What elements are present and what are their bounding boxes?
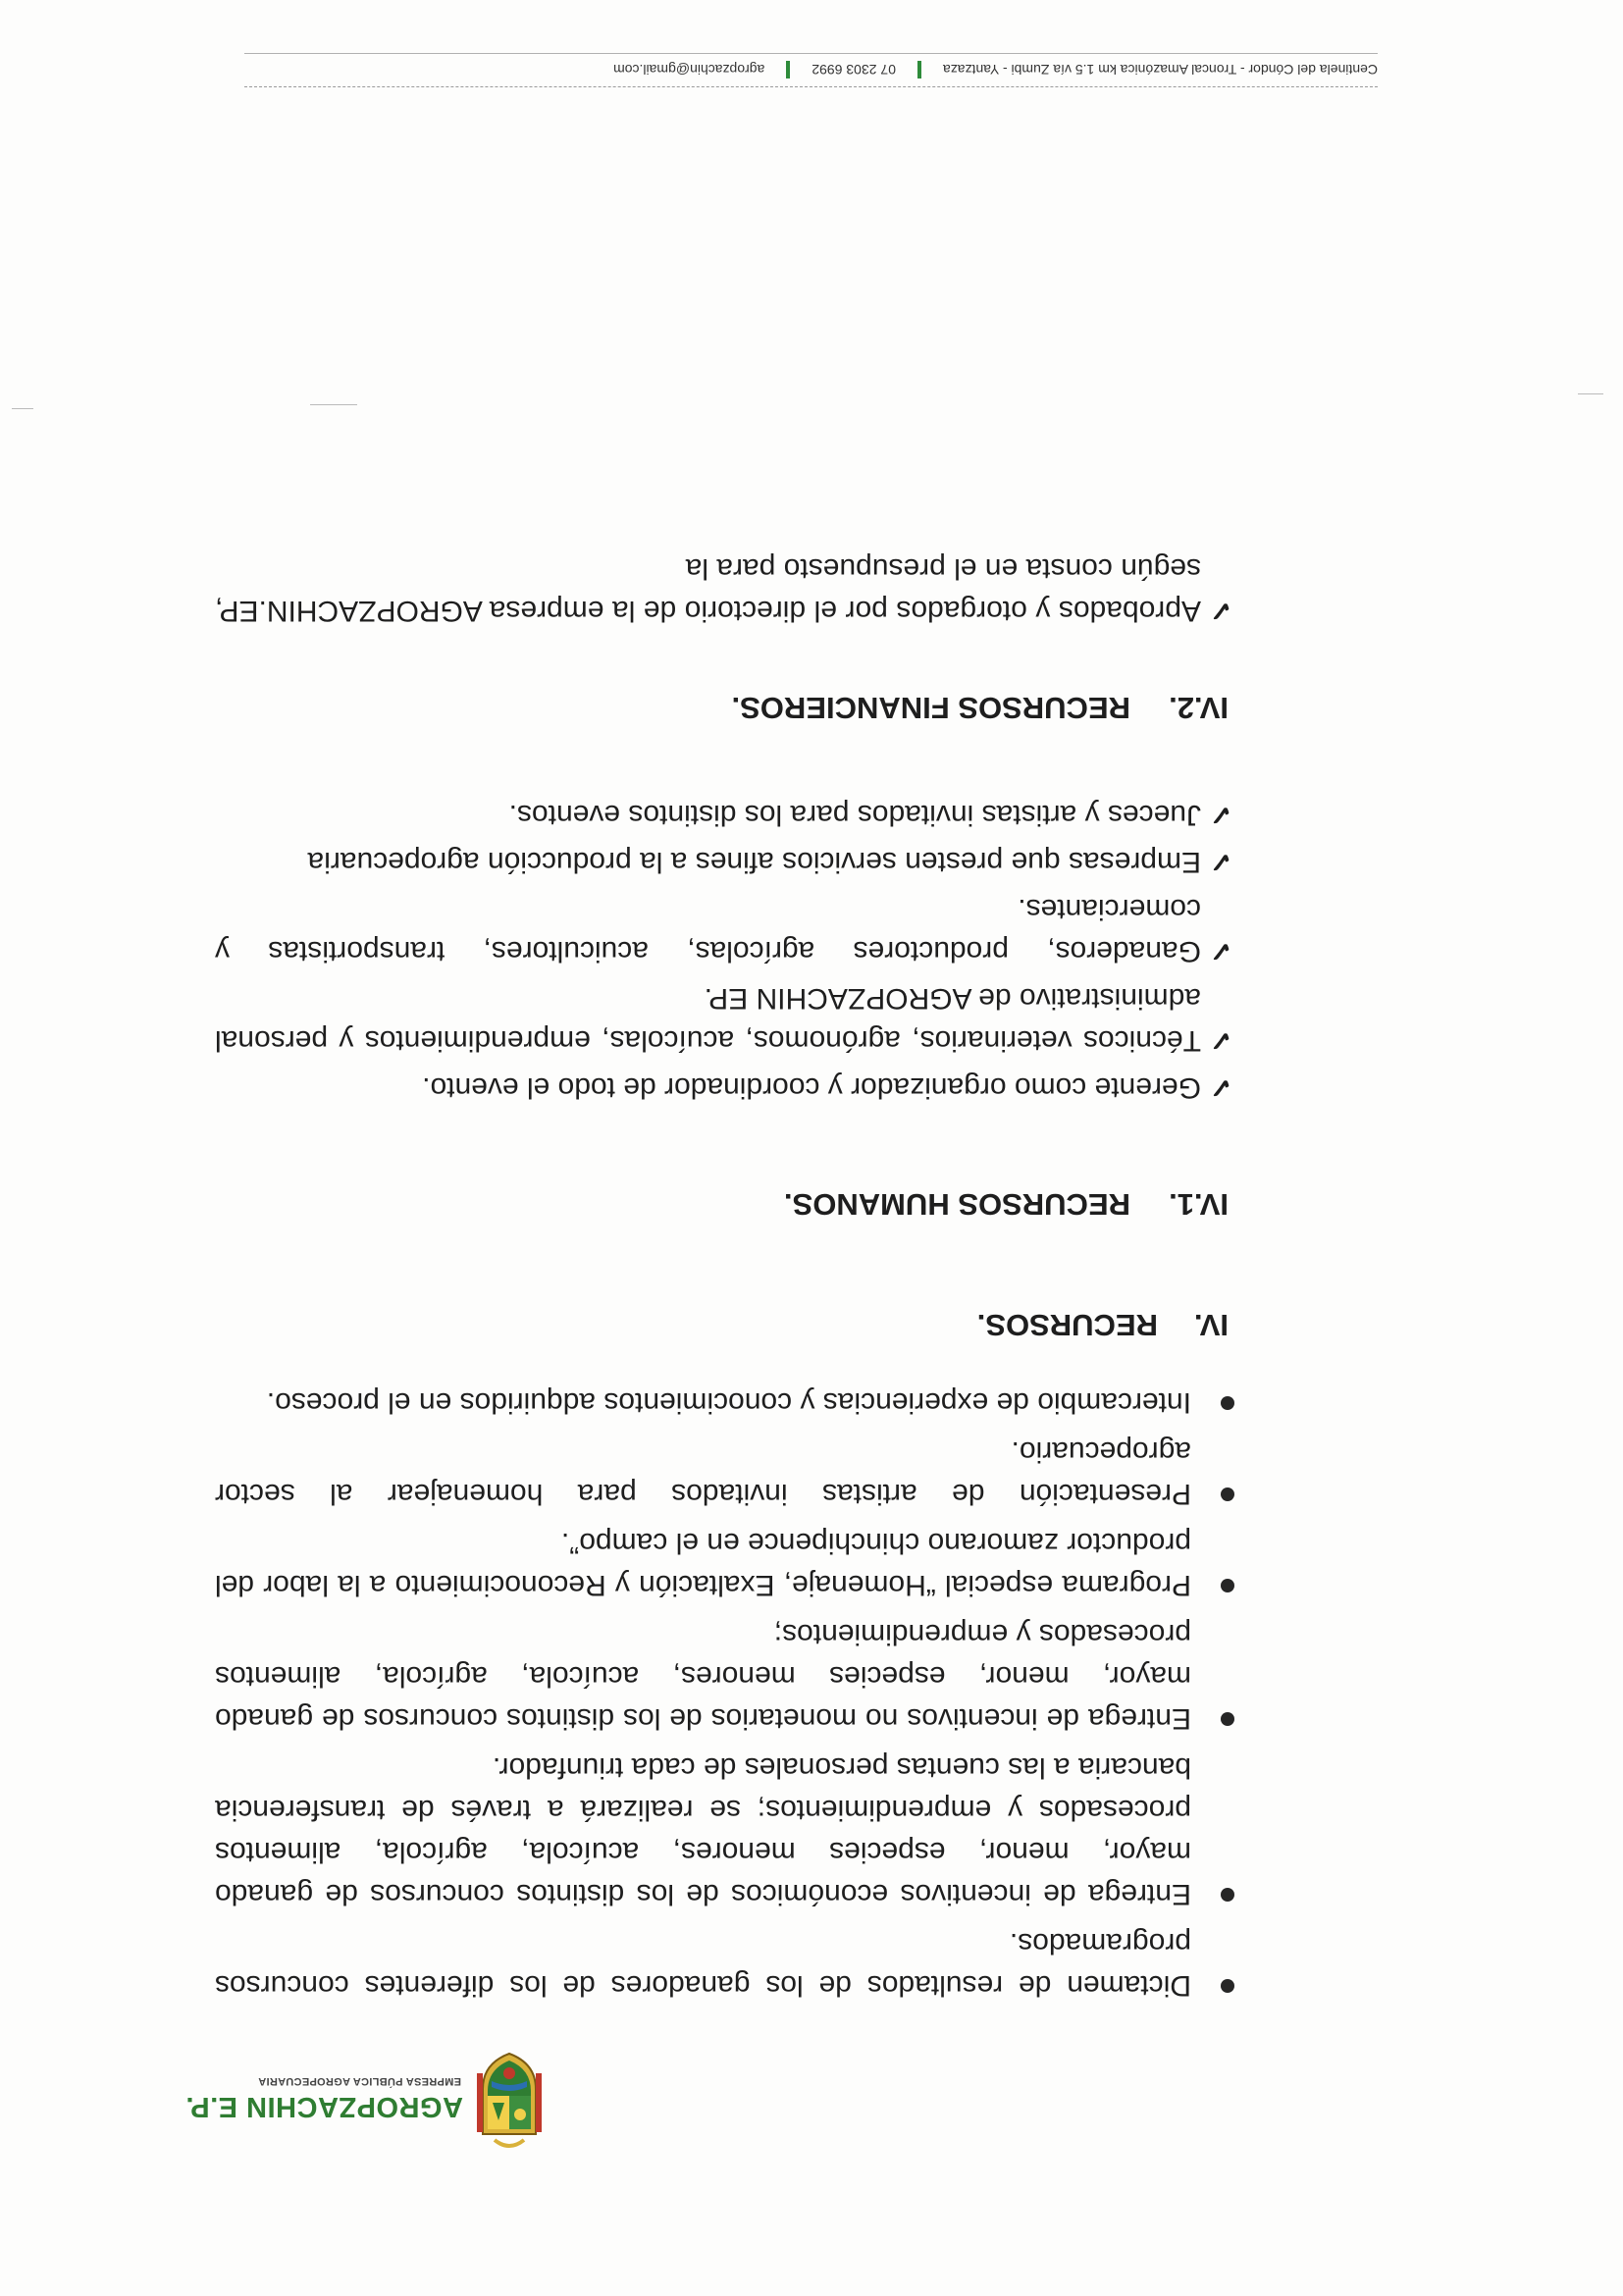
document-body <box>215 543 1240 2007</box>
brand-tagline: EMPRESA PÚBLICA AGROPECUARIA <box>257 2075 461 2087</box>
footer-address: Centinela del Cóndor - Troncal Amazónica km 1.5 vía Zumbi - Yantzaza <box>942 62 1378 78</box>
shield-emblem-icon <box>475 2050 544 2152</box>
footer-phone: 07 2303 6992 <box>812 62 896 78</box>
list-item <box>215 888 1240 972</box>
list-item-text: Jueces y artistas invitados para los distintos eventos. <box>508 799 1201 831</box>
list-item <box>215 1382 1240 1424</box>
checkmark-icon: ✓ <box>1209 847 1232 877</box>
footer-email: agropzachin@gmail.com <box>613 62 765 78</box>
activities-list <box>215 1382 1240 2007</box>
list-item-text: Entrega de incentivos no monetarios de los distintos concursos de ganado mayor, menor, especies menores, acuícola, agrícola, alimentos procesados y emprendimientos; <box>215 1618 1191 1735</box>
list-item-text: Aprobados y otorgados por el directorio de la empresa AGROPZACHIN.EP, según consta en el presupuesto para la <box>215 552 1201 627</box>
bullet-icon <box>1221 1888 1234 1902</box>
section-number: IV.1. <box>1169 1187 1229 1222</box>
human-resources-list <box>215 794 1240 1109</box>
bullet-icon <box>1221 1579 1234 1592</box>
checkmark-icon: ✓ <box>1209 1072 1232 1103</box>
list-item <box>215 548 1240 632</box>
checkmark-icon: ✓ <box>1209 596 1232 626</box>
list-item <box>215 1431 1240 1515</box>
list-item <box>215 1522 1240 1606</box>
list-item-text: Intercambio de experiencias y conocimientos adquiridos en el proceso. <box>266 1386 1191 1419</box>
brand-name: AGROPZACHIN E.P. <box>184 2091 463 2122</box>
list-item <box>215 1067 1240 1109</box>
section-title: RECURSOS FINANCIEROS. <box>731 691 1130 725</box>
list-item-text: Presentación de artistas invitados para homenajear al sector agropecuario. <box>215 1435 1191 1510</box>
list-item <box>215 841 1240 883</box>
list-item-text: Técnicos veterinarios, agrónomos, acuícolas, emprendimientos y personal administrativo de AGROPZACHIN EP. <box>215 982 1201 1057</box>
section-heading-recursos <box>215 1304 1229 1346</box>
bullet-icon <box>1221 1712 1234 1726</box>
section-number: IV.2. <box>1169 691 1229 725</box>
section-title: RECURSOS HUMANOS. <box>783 1187 1130 1222</box>
scan-mark <box>12 408 33 409</box>
list-item <box>215 794 1240 836</box>
scan-mark <box>310 404 357 405</box>
scan-mark <box>1578 393 1603 394</box>
list-item-text: Dictamen de resultados de los ganadores de los diferentes concursos programados. <box>215 1927 1191 2002</box>
list-item-text: Ganaderos, productores agrícolas, acuicultores, transportistas y comerciantes. <box>215 893 1201 967</box>
bullet-icon <box>1221 1396 1234 1410</box>
list-item <box>215 1613 1240 1740</box>
list-item <box>215 1747 1240 1915</box>
list-item-text: Entrega de incentivos económicos de los distintos concursos de ganado mayor, menor, especies menores, acuícola, agrícola, alimentos procesados y emprendimientos; se realizará a través de transferencia bancaria a las cuentas personales de cada triunfador. <box>215 1751 1191 1910</box>
checkmark-icon: ✓ <box>1209 1025 1232 1056</box>
checkmark-icon: ✓ <box>1209 800 1232 830</box>
footer-separator <box>917 61 921 78</box>
section-heading-recursos-humanos <box>215 1183 1229 1226</box>
section-number: IV. <box>1193 1308 1229 1342</box>
footer <box>244 58 1378 81</box>
list-item <box>215 1922 1240 2007</box>
list-item-text: Programa especial “Homenaje, Exaltación y Reconocimiento a la labor del productor zamorano chinchipence en el campo”. <box>215 1527 1191 1601</box>
bullet-icon <box>1221 1487 1234 1501</box>
section-title: RECURSOS. <box>976 1308 1158 1342</box>
section-heading-recursos-financieros <box>215 687 1229 729</box>
footer-divider <box>244 86 1378 87</box>
letterhead <box>151 2044 544 2152</box>
list-item <box>215 977 1240 1062</box>
list-item-text: Gerente como organizador y coordinador de todo el evento. <box>422 1071 1201 1104</box>
footer-separator <box>786 61 790 78</box>
financial-resources-list <box>215 548 1240 632</box>
bullet-icon <box>1221 1979 1234 1993</box>
list-item-text: Empresas que presten servicios afines a la producción agropecuaria <box>307 846 1201 878</box>
footer-divider <box>244 53 1378 54</box>
checkmark-icon: ✓ <box>1209 936 1232 966</box>
